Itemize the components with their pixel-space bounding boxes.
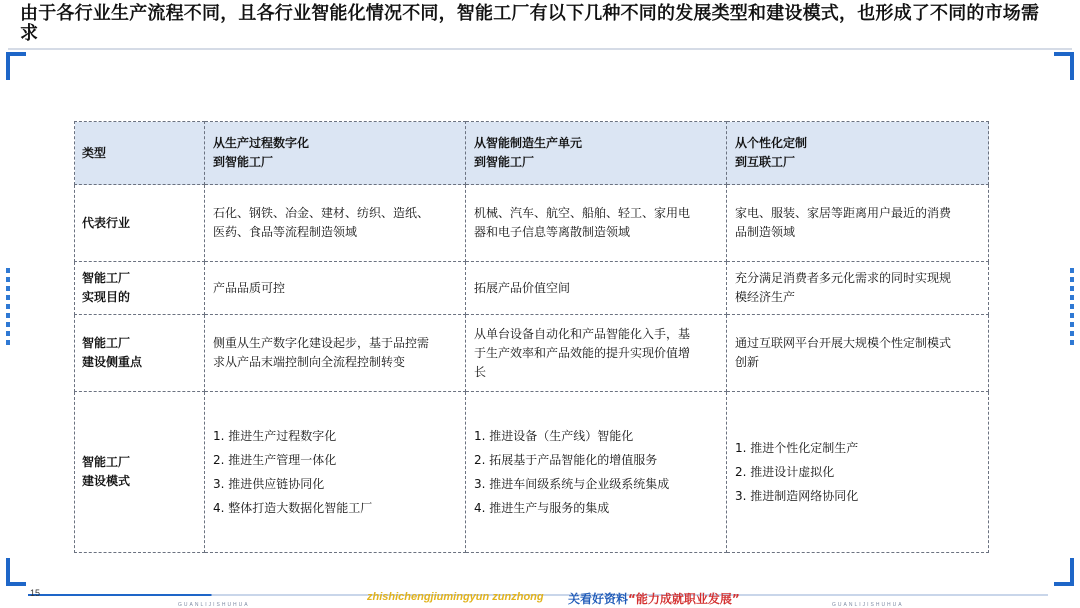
cell-line: 求从产品末端控制向全流程控制转变 [213, 355, 406, 369]
header-col3-line1: 从个性化定制 [735, 136, 808, 150]
cell-line: 充分满足消费者多元化需求的同时实现规 [735, 271, 952, 285]
corner-bracket-bottom-left [6, 558, 26, 586]
table-cell [205, 315, 466, 392]
list-item: 4. 推进生产与服务的集成 [474, 501, 610, 515]
header-col1-line2: 到智能工厂 [213, 155, 274, 169]
footer-tag [568, 590, 740, 607]
table-cell [205, 392, 466, 553]
cell-line: 创新 [735, 355, 760, 369]
cell-line: 模经济生产 [735, 290, 796, 304]
table-row [75, 315, 989, 392]
list-item: 3. 推进制造网络协同化 [735, 489, 859, 503]
table-cell [727, 392, 989, 553]
row-label-line: 智能工厂 [82, 455, 131, 469]
cell-line: 拓展产品价值空间 [474, 280, 571, 295]
list-item: 4. 整体打造大数据化智能工厂 [213, 501, 373, 515]
footer-slogan: zhishichengjiumingyun zunzhong [367, 591, 544, 603]
row-label-line: 实现目的 [82, 290, 131, 304]
table-cell [727, 185, 989, 262]
table-cell [205, 185, 466, 262]
cell-line: 石化、钢铁、冶金、建材、纺织、造纸、 [213, 206, 430, 220]
footer-tag-highlight: “能力成就职业发展” [628, 592, 740, 606]
table-cell [466, 262, 727, 315]
list-item: 2. 拓展基于产品智能化的增值服务 [474, 453, 658, 467]
row-label-cell [75, 262, 205, 315]
list-item: 2. 推进生产管理一体化 [213, 453, 337, 467]
row-label-cell [75, 315, 205, 392]
header-cell-col2 [466, 122, 727, 185]
table-cell [466, 315, 727, 392]
table-cell [466, 185, 727, 262]
cell-line: 机械、汽车、航空、船舶、轻工、家用电 [474, 206, 691, 220]
header-col1-line1: 从生产过程数字化 [213, 136, 310, 150]
header-col2-line1: 从智能制造生产单元 [474, 136, 583, 150]
corner-bracket-bottom-right [1054, 558, 1074, 586]
table-row [75, 392, 989, 553]
row-label-cell [75, 185, 205, 262]
list-item: 1. 推进个性化定制生产 [735, 441, 859, 455]
list-item: 3. 推进车间级系统与企业级系统集成 [474, 477, 670, 491]
cell-line: 长 [474, 364, 487, 379]
row-label-line: 智能工厂 [82, 336, 131, 350]
footer-watermark-right: GUANLIJISHUHUA [832, 602, 904, 608]
header-col3-line2: 到互联工厂 [735, 155, 796, 169]
cell-line: 从单台设备自动化和产品智能化入手，基 [474, 326, 691, 341]
row-label-cell [75, 392, 205, 553]
list-item: 1. 推进设备（生产线）智能化 [474, 429, 634, 443]
table-header-row [75, 122, 989, 185]
row-label-line: 建设模式 [82, 474, 131, 488]
footer-tag-prefix: 关看好资料 [568, 592, 629, 606]
cell-line: 通过互联网平台开展大规模个性定制模式 [735, 336, 952, 350]
row-label-line: 智能工厂 [82, 271, 131, 285]
table-cell [727, 315, 989, 392]
corner-bracket-top-left [6, 52, 26, 80]
footer-watermark-left: GUANLIJISHUHUA [178, 602, 250, 608]
side-dash-right [1070, 268, 1074, 348]
cell-line: 侧重从生产数字化建设起步，基于品控需 [213, 336, 430, 350]
row-label-line: 代表行业 [82, 215, 131, 230]
title-divider [8, 48, 1072, 50]
corner-bracket-top-right [1054, 52, 1074, 80]
header-cell-col1 [205, 122, 466, 185]
row-label-line: 建设侧重点 [82, 355, 143, 369]
header-label-cell [75, 122, 205, 185]
side-dash-left [6, 268, 10, 348]
page-number: 15 [30, 588, 41, 598]
cell-line: 品制造领域 [735, 225, 796, 239]
cell-line: 产品品质可控 [213, 280, 286, 295]
factory-types-table [74, 121, 989, 553]
header-label: 类型 [82, 145, 107, 160]
table-row [75, 185, 989, 262]
table-cell [727, 262, 989, 315]
header-col2-line2: 到智能工厂 [474, 155, 535, 169]
cell-line: 医药、食品等流程制造领域 [213, 225, 358, 239]
list-item: 2. 推进设计虚拟化 [735, 465, 835, 479]
cell-line: 器和电子信息等离散制造领域 [474, 225, 631, 239]
table-row [75, 262, 989, 315]
cell-line: 家电、服装、家居等距离用户最近的消费 [735, 206, 952, 220]
table-cell [205, 262, 466, 315]
header-cell-col3 [727, 122, 989, 185]
list-item: 3. 推进供应链协同化 [213, 477, 325, 491]
cell-line: 于生产效率和产品效能的提升实现价值增 [474, 345, 691, 360]
page-title: 由于各行业生产流程不同，且各行业智能化情况不同，智能工厂有以下几种不同的发展类型和建设模式，也形成了不同的市场需求 [20, 3, 1040, 44]
list-item: 1. 推进生产过程数字化 [213, 429, 337, 443]
table-cell [466, 392, 727, 553]
